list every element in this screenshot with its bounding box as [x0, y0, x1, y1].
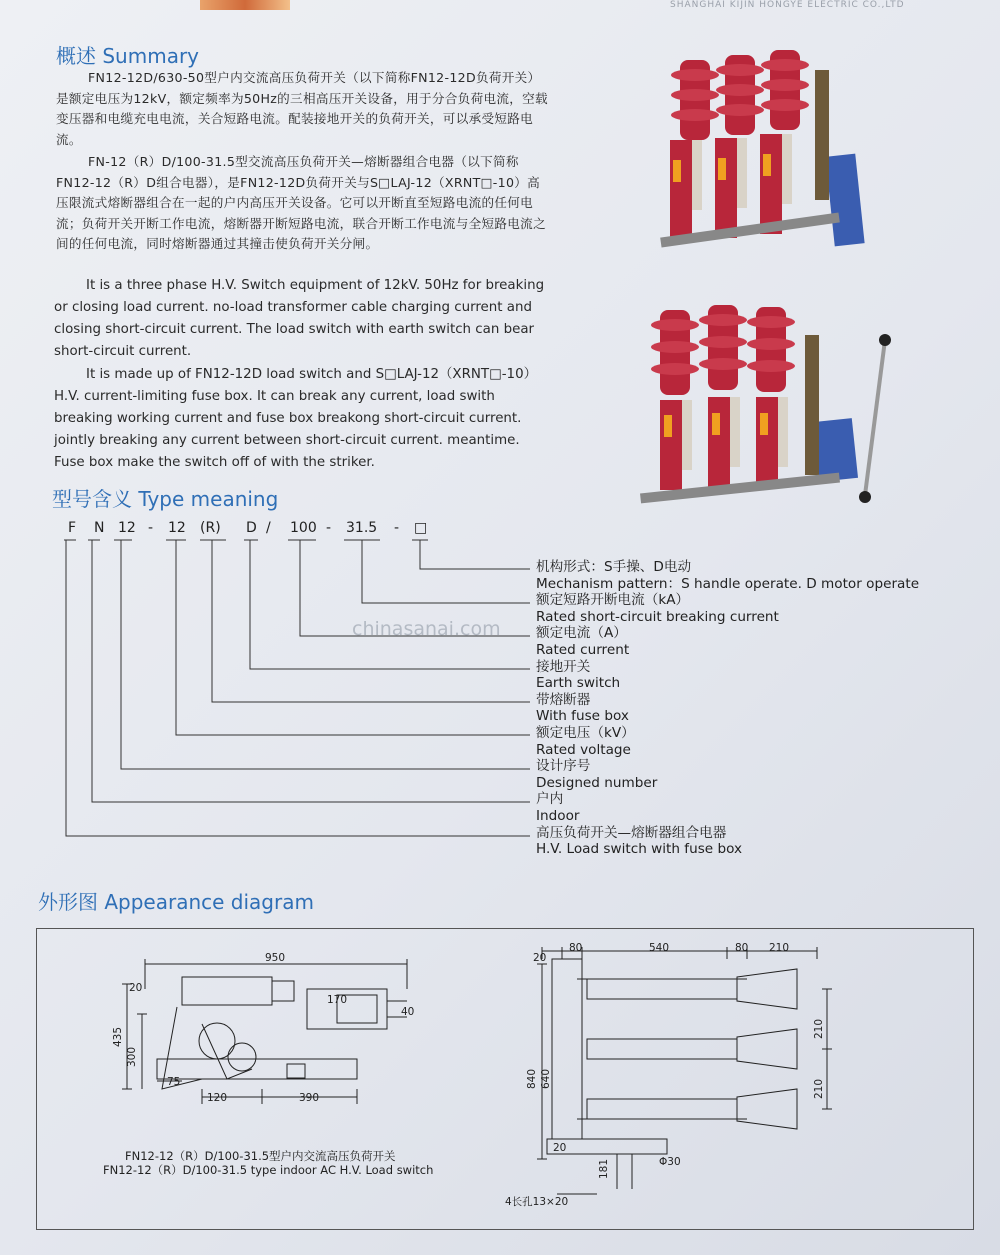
- model-part: N: [94, 520, 105, 536]
- model-part: 31.5: [346, 520, 378, 536]
- model-part: -: [326, 520, 332, 536]
- diagram-caption-en: FN12-12（R）D/100-31.5 type indoor AC H.V. Load switch: [103, 1163, 434, 1177]
- front-dim-540: 540: [649, 942, 670, 954]
- model-part: (R): [200, 520, 221, 536]
- front-dim-640: 640: [540, 1068, 552, 1089]
- product-photo-2: [620, 285, 900, 515]
- dim-20: 20: [129, 982, 143, 994]
- model-part: /: [266, 520, 271, 536]
- front-dim-20b: 20: [553, 1142, 567, 1154]
- company-header: SHANGHAI KIJIN HONGYE ELECTRIC CO.,LTD: [670, 0, 905, 10]
- front-dim-210-v1: 210: [813, 1018, 825, 1039]
- model-part: D: [246, 520, 257, 536]
- front-dim-210-v2: 210: [813, 1078, 825, 1099]
- definition-en: Indoor: [536, 807, 580, 824]
- summary-title: 概述 Summary: [56, 44, 200, 68]
- dim-120: 120: [207, 1092, 228, 1104]
- definition-en: Earth switch: [536, 675, 621, 692]
- definition-en: Rated short-circuit breaking current: [536, 608, 779, 625]
- type-definitions: [536, 559, 919, 858]
- model-part: 100: [290, 520, 317, 536]
- definition-cn: 带熔断器: [536, 691, 591, 708]
- dim-40: 40: [401, 1006, 415, 1018]
- header-decoration: [200, 0, 290, 10]
- front-dim-phi30: Φ30: [659, 1156, 681, 1168]
- definition-cn: 设计序号: [536, 758, 591, 775]
- appearance-diagram-box: [36, 928, 974, 1230]
- appearance-title: 外形图 Appearance diagram: [38, 890, 314, 914]
- definition-en: Rated current: [536, 641, 630, 658]
- summary-cn-paragraph-1: FN12-12D/630-50型户内交流高压负荷开关（以下简称FN12-12D负荷开关）是额定电压为12kV，额定频率为50Hz的三相高压开关设备，用于分合负荷电流，空载变压器和电缆充电电流，关合短路电流。配装接地开关的负荷开关，可以承受短路电流。: [56, 70, 548, 147]
- definition-cn: 额定电流（A）: [536, 625, 627, 642]
- definition-en: With fuse box: [536, 708, 629, 725]
- dim-300: 300: [126, 1046, 138, 1067]
- definition-cn: 户内: [536, 791, 564, 808]
- summary-cn-paragraph-2: FN-12（R）D/100-31.5型交流高压负荷开关—熔断器组合电器（以下简称FN12-12（R）D组合电器），是FN12-12D负荷开关与S□LAJ-12（XRNT□-10）高压限流式熔断器组合在一起的户内高压开关设备。它可以开断直至短路电流的任何电流；负荷开关开断工作电流，熔断器开断短路电流，联合开断工作电流与全短路电流之间的任何电流，同时熔断器通过其撞击使负荷开关分闸。: [56, 154, 546, 251]
- definition-cn: 高压负荷开关—熔断器组合电器: [536, 824, 727, 841]
- model-part: -: [148, 520, 154, 536]
- front-dim-80b: 80: [735, 942, 749, 954]
- model-part: -: [394, 520, 400, 536]
- front-dim-840: 840: [526, 1068, 538, 1089]
- definition-cn: 额定短路开断电流（kA）: [536, 592, 690, 609]
- dim-950: 950: [265, 952, 286, 964]
- front-dim-210: 210: [769, 942, 790, 954]
- diagram-caption-cn: FN12-12（R）D/100-31.5型户内交流高压负荷开关: [125, 1149, 396, 1163]
- model-part: 12: [168, 520, 186, 536]
- definition-cn: 接地开关: [536, 658, 591, 675]
- front-dim-80a: 80: [569, 942, 583, 954]
- summary-en-paragraph-1: It is a three phase H.V. Switch equipment of 12kV. 50Hz for breaking or closing load current. no-load transformer cable charging current and closing short-circuit current. The load switch with earth switch can bear short-circuit current.: [54, 278, 545, 359]
- dim-435: 435: [112, 1026, 124, 1047]
- type-meaning-title: 型号含义 Type meaning: [52, 487, 279, 511]
- dim-390: 390: [299, 1092, 320, 1104]
- model-part: □: [414, 520, 428, 536]
- front-dim-holes: 4长孔13×20: [505, 1196, 569, 1208]
- front-dim-20: 20: [533, 952, 547, 964]
- model-part: 12: [118, 520, 136, 536]
- dim-170: 170: [327, 994, 348, 1006]
- summary-en-paragraph-2: It is made up of FN12-12D load switch and S□LAJ-12（XRNT□-10）H.V. current-limiting fuse box. It can break any current, load swith breaking working current and fuse box breakong short-circuit current. jointly breaking any current between short-circuit current. meantime. Fuse box make the switch off of with the striker.: [54, 367, 537, 470]
- watermark: chinasanai.com: [352, 618, 501, 640]
- side-view-drawing: [37, 929, 973, 1229]
- dim-75: 75: [167, 1076, 181, 1088]
- definition-en: Mechanism pattern：S handle operate. D motor operate: [536, 575, 920, 592]
- definition-cn: 额定电压（kV）: [536, 724, 635, 741]
- definition-en: H.V. Load switch with fuse box: [536, 841, 743, 858]
- definition-en: Designed number: [536, 774, 658, 791]
- definition-en: Rated voltage: [536, 741, 631, 758]
- definition-cn: 机构形式：S手操、D电动: [536, 559, 692, 575]
- model-part: F: [68, 520, 77, 536]
- product-photo-1: [640, 30, 880, 260]
- front-dim-181: 181: [598, 1158, 610, 1179]
